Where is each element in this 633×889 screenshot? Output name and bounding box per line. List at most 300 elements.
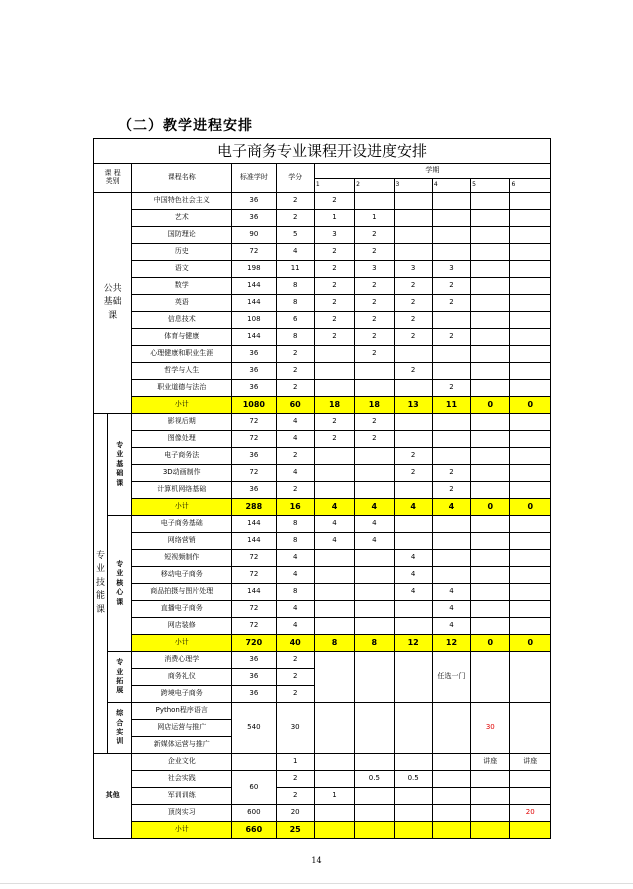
semester-5-cell xyxy=(471,516,510,533)
course-credits: 2 xyxy=(276,193,314,210)
header-semester: 学期 xyxy=(314,164,550,179)
semester-6-cell xyxy=(510,550,551,567)
course-name: 艺术 xyxy=(132,210,232,227)
semester-4-cell xyxy=(432,227,470,244)
semester-5-cell xyxy=(471,465,510,482)
table-row xyxy=(94,448,551,465)
course-credits: 2 xyxy=(276,482,314,499)
course-name: 跨境电子商务 xyxy=(132,686,232,703)
table-row xyxy=(94,771,551,788)
table-row xyxy=(94,754,551,771)
semester-5-cell xyxy=(471,329,510,346)
semester-1-cell xyxy=(314,771,354,788)
semester-3-cell xyxy=(394,822,432,839)
semester-2-cell xyxy=(355,363,394,380)
semester-5-cell: 0 xyxy=(471,499,510,516)
semester-2-cell xyxy=(355,754,394,771)
table-row xyxy=(94,346,551,363)
course-credits: 8 xyxy=(276,516,314,533)
subtotal-hours: 288 xyxy=(232,499,276,516)
course-hours: 36 xyxy=(232,363,276,380)
semester-1-cell: 4 xyxy=(314,516,354,533)
semester-6-cell xyxy=(510,703,551,754)
course-credits: 2 xyxy=(276,346,314,363)
header-semester-2: 2 xyxy=(355,179,394,193)
table-row xyxy=(94,652,551,669)
category-professional-skills: 专业 技能 课 xyxy=(94,414,108,754)
semester-2-cell: 2 xyxy=(355,329,394,346)
semester-3-cell xyxy=(394,346,432,363)
course-name: 企业文化 xyxy=(132,754,232,771)
course-hours: 72 xyxy=(232,244,276,261)
semester-6-cell xyxy=(510,193,551,210)
course-hours: 144 xyxy=(232,295,276,312)
semester-4-cell: 2 xyxy=(432,278,470,295)
course-schedule-table xyxy=(93,138,551,834)
subtotal-credits: 60 xyxy=(276,397,314,414)
semester-3-cell xyxy=(394,431,432,448)
course-credits: 2 xyxy=(276,788,314,805)
course-name: 中国特色社会主义 xyxy=(132,193,232,210)
semester-1-cell: 2 xyxy=(314,244,354,261)
table-row xyxy=(94,139,551,164)
semester-5-cell xyxy=(471,346,510,363)
semester-3-cell: 2 xyxy=(394,329,432,346)
semester-2-cell xyxy=(355,482,394,499)
semester-2-cell xyxy=(355,550,394,567)
table-row xyxy=(94,805,551,822)
semester-1-cell xyxy=(314,703,354,754)
course-name: 网络营销 xyxy=(132,533,232,550)
semester-5-cell xyxy=(471,431,510,448)
course-hours: 144 xyxy=(232,533,276,550)
semester-5-cell xyxy=(471,261,510,278)
semester-6-cell: 0 xyxy=(510,499,551,516)
semester-3-cell xyxy=(394,652,432,703)
semester-4-cell xyxy=(432,567,470,584)
semester-2-cell xyxy=(355,788,394,805)
semester-4-cell xyxy=(432,516,470,533)
header-standard-hours: 标准学时 xyxy=(232,164,276,193)
semester-3-cell xyxy=(394,193,432,210)
course-hours: 198 xyxy=(232,261,276,278)
semester-6-cell xyxy=(510,363,551,380)
elective-note: 任选一门 xyxy=(432,652,470,703)
course-hours: 72 xyxy=(232,567,276,584)
semester-3-cell xyxy=(394,805,432,822)
semester-3-cell: 3 xyxy=(394,261,432,278)
semester-5-cell xyxy=(471,210,510,227)
semester-3-cell: 4 xyxy=(394,499,432,516)
semester-2-cell: 2 xyxy=(355,431,394,448)
semester-6-cell: 20 xyxy=(510,805,551,822)
course-credits: 8 xyxy=(276,584,314,601)
semester-1-cell xyxy=(314,448,354,465)
course-credits: 4 xyxy=(276,244,314,261)
semester-2-cell xyxy=(355,601,394,618)
course-credits: 2 xyxy=(276,363,314,380)
semester-1-cell xyxy=(314,601,354,618)
course-credits: 8 xyxy=(276,278,314,295)
semester-6-cell xyxy=(510,431,551,448)
course-credits: 5 xyxy=(276,227,314,244)
header-semester-5: 5 xyxy=(471,179,510,193)
semester-6-cell xyxy=(510,516,551,533)
semester-3-cell xyxy=(394,754,432,771)
course-name: 图像处理 xyxy=(132,431,232,448)
semester-4-cell xyxy=(432,533,470,550)
semester-4-cell xyxy=(432,822,470,839)
semester-6-cell xyxy=(510,346,551,363)
semester-6-cell xyxy=(510,618,551,635)
course-name: 3D动画制作 xyxy=(132,465,232,482)
course-hours: 36 xyxy=(232,669,276,686)
course-hours: 60 xyxy=(232,771,276,805)
semester-6-cell xyxy=(510,822,551,839)
subtotal-row xyxy=(94,635,551,652)
course-name: 英语 xyxy=(132,295,232,312)
semester-1-cell xyxy=(314,567,354,584)
subtotal-credits: 25 xyxy=(276,822,314,839)
semester-5-cell: 0 xyxy=(471,397,510,414)
semester-1-cell: 2 xyxy=(314,278,354,295)
subcategory-comprehensive-practice: 综 合 实 训 xyxy=(108,703,132,754)
header-course-name: 课程名称 xyxy=(132,164,232,193)
semester-2-cell: 2 xyxy=(355,227,394,244)
semester-3-cell: 0.5 xyxy=(394,771,432,788)
semester-1-cell xyxy=(314,346,354,363)
semester-1-cell: 18 xyxy=(314,397,354,414)
course-hours: 36 xyxy=(232,652,276,669)
semester-6-cell xyxy=(510,601,551,618)
semester-1-cell: 4 xyxy=(314,499,354,516)
semester-1-cell: 2 xyxy=(314,431,354,448)
course-credits: 4 xyxy=(276,465,314,482)
semester-6-cell xyxy=(510,380,551,397)
course-name: 体育与健康 xyxy=(132,329,232,346)
semester-4-cell: 12 xyxy=(432,635,470,652)
semester-3-cell: 12 xyxy=(394,635,432,652)
semester-4-cell xyxy=(432,754,470,771)
subtotal-label: 小计 xyxy=(132,822,232,839)
table-row xyxy=(94,312,551,329)
semester-3-cell: 2 xyxy=(394,448,432,465)
semester-2-cell xyxy=(355,703,394,754)
header-category: 课 程 类别 xyxy=(94,164,132,193)
semester-5-cell xyxy=(471,533,510,550)
course-hours: 36 xyxy=(232,686,276,703)
semester-4-cell: 2 xyxy=(432,329,470,346)
semester-3-cell xyxy=(394,414,432,431)
semester-1-cell: 1 xyxy=(314,210,354,227)
semester-1-cell xyxy=(314,465,354,482)
table-row xyxy=(94,380,551,397)
semester-5-cell xyxy=(471,448,510,465)
semester-3-cell xyxy=(394,533,432,550)
table-row xyxy=(94,414,551,431)
semester-3-cell xyxy=(394,516,432,533)
semester-4-cell xyxy=(432,210,470,227)
subtotal-credits: 16 xyxy=(276,499,314,516)
semester-5-cell xyxy=(471,822,510,839)
semester-6-cell xyxy=(510,312,551,329)
table-row xyxy=(94,363,551,380)
semester-5-cell xyxy=(471,584,510,601)
course-name: 网店运营与推广 xyxy=(132,720,232,737)
semester-2-cell xyxy=(355,465,394,482)
semester-1-cell xyxy=(314,550,354,567)
table-row xyxy=(94,227,551,244)
course-name: 语文 xyxy=(132,261,232,278)
semester-6-cell xyxy=(510,210,551,227)
course-name: 信息技术 xyxy=(132,312,232,329)
course-credits: 11 xyxy=(276,261,314,278)
semester-4-cell xyxy=(432,771,470,788)
table-row xyxy=(94,550,551,567)
semester-1-cell xyxy=(314,363,354,380)
semester-2-cell xyxy=(355,193,394,210)
subtotal-row xyxy=(94,822,551,839)
semester-4-cell: 3 xyxy=(432,261,470,278)
course-name: 短视频制作 xyxy=(132,550,232,567)
semester-1-cell xyxy=(314,584,354,601)
semester-5-cell xyxy=(471,805,510,822)
semester-5-cell xyxy=(471,601,510,618)
course-name: 计算机网络基础 xyxy=(132,482,232,499)
page-bottom-divider xyxy=(0,883,633,884)
semester-1-cell xyxy=(314,805,354,822)
semester-3-cell xyxy=(394,601,432,618)
course-name: Python程序语言 xyxy=(132,703,232,720)
course-credits: 2 xyxy=(276,448,314,465)
course-name: 商务礼仪 xyxy=(132,669,232,686)
course-hours xyxy=(232,754,276,771)
semester-6-cell xyxy=(510,244,551,261)
semester-1-cell: 8 xyxy=(314,635,354,652)
semester-5-cell xyxy=(471,550,510,567)
semester-6-cell xyxy=(510,227,551,244)
course-credits: 30 xyxy=(276,703,314,754)
semester-2-cell: 4 xyxy=(355,533,394,550)
course-hours: 72 xyxy=(232,550,276,567)
course-hours: 36 xyxy=(232,210,276,227)
semester-2-cell: 2 xyxy=(355,414,394,431)
semester-3-cell xyxy=(394,227,432,244)
subtotal-hours: 1080 xyxy=(232,397,276,414)
course-hours: 144 xyxy=(232,278,276,295)
semester-4-cell xyxy=(432,312,470,329)
semester-3-cell xyxy=(394,380,432,397)
semester-5-cell xyxy=(471,244,510,261)
course-name: 心理健康和职业生涯 xyxy=(132,346,232,363)
semester-1-cell: 4 xyxy=(314,533,354,550)
table-row xyxy=(94,244,551,261)
semester-4-cell: 2 xyxy=(432,380,470,397)
semester-6-cell xyxy=(510,482,551,499)
semester-5-cell: 30 xyxy=(471,703,510,754)
semester-6-cell xyxy=(510,584,551,601)
semester-1-cell: 2 xyxy=(314,414,354,431)
semester-1-cell: 2 xyxy=(314,193,354,210)
semester-2-cell: 1 xyxy=(355,210,394,227)
semester-5-cell xyxy=(471,652,510,703)
course-credits: 1 xyxy=(276,754,314,771)
semester-2-cell xyxy=(355,584,394,601)
table-row xyxy=(94,601,551,618)
course-name: 电子商务法 xyxy=(132,448,232,465)
subtotal-label: 小计 xyxy=(132,397,232,414)
subtotal-row xyxy=(94,397,551,414)
course-hours: 540 xyxy=(232,703,276,754)
semester-4-cell: 4 xyxy=(432,584,470,601)
semester-4-cell xyxy=(432,788,470,805)
semester-2-cell: 4 xyxy=(355,499,394,516)
semester-2-cell: 8 xyxy=(355,635,394,652)
semester-6-cell xyxy=(510,414,551,431)
table-row xyxy=(94,516,551,533)
table-row xyxy=(94,703,551,720)
course-credits: 8 xyxy=(276,533,314,550)
course-name: 影视后期 xyxy=(132,414,232,431)
semester-6-cell xyxy=(510,788,551,805)
header-semester-6: 6 xyxy=(510,179,551,193)
semester-2-cell: 4 xyxy=(355,516,394,533)
table-row xyxy=(94,567,551,584)
semester-2-cell: 18 xyxy=(355,397,394,414)
header-semester-4: 4 xyxy=(432,179,470,193)
semester-4-cell xyxy=(432,244,470,261)
course-name: 军训训练 xyxy=(132,788,232,805)
semester-5-cell xyxy=(471,380,510,397)
table-row xyxy=(94,482,551,499)
semester-5-cell: 讲座 xyxy=(471,754,510,771)
semester-4-cell: 4 xyxy=(432,601,470,618)
course-hours: 600 xyxy=(232,805,276,822)
semester-1-cell: 3 xyxy=(314,227,354,244)
table-row xyxy=(94,618,551,635)
semester-1-cell xyxy=(314,754,354,771)
course-credits: 4 xyxy=(276,567,314,584)
semester-5-cell: 0 xyxy=(471,635,510,652)
semester-1-cell: 2 xyxy=(314,329,354,346)
course-credits: 2 xyxy=(276,380,314,397)
page-number: 14 xyxy=(311,856,322,865)
semester-3-cell xyxy=(394,210,432,227)
semester-5-cell xyxy=(471,771,510,788)
course-name: 商品拍摄与图片处理 xyxy=(132,584,232,601)
semester-5-cell xyxy=(471,295,510,312)
course-name: 顶岗实习 xyxy=(132,805,232,822)
course-name: 哲学与人生 xyxy=(132,363,232,380)
course-credits: 2 xyxy=(276,210,314,227)
semester-6-cell xyxy=(510,261,551,278)
table-row xyxy=(94,465,551,482)
subcategory-professional-core: 专 业 核 心 课 xyxy=(108,516,132,652)
semester-5-cell xyxy=(471,618,510,635)
semester-4-cell xyxy=(432,703,470,754)
course-credits: 2 xyxy=(276,771,314,788)
course-hours: 36 xyxy=(232,380,276,397)
course-hours: 144 xyxy=(232,329,276,346)
semester-5-cell xyxy=(471,312,510,329)
semester-2-cell: 2 xyxy=(355,244,394,261)
semester-4-cell xyxy=(432,346,470,363)
table-row xyxy=(94,295,551,312)
course-hours: 144 xyxy=(232,584,276,601)
semester-2-cell: 3 xyxy=(355,261,394,278)
semester-4-cell xyxy=(432,805,470,822)
table-row xyxy=(94,210,551,227)
table-row xyxy=(94,329,551,346)
course-name: 职业道德与法治 xyxy=(132,380,232,397)
semester-2-cell: 2 xyxy=(355,346,394,363)
semester-6-cell xyxy=(510,448,551,465)
table-row xyxy=(94,261,551,278)
semester-3-cell xyxy=(394,703,432,754)
semester-4-cell xyxy=(432,363,470,380)
semester-6-cell xyxy=(510,278,551,295)
semester-4-cell: 2 xyxy=(432,482,470,499)
course-hours: 72 xyxy=(232,465,276,482)
course-name: 历史 xyxy=(132,244,232,261)
semester-3-cell xyxy=(394,788,432,805)
semester-4-cell xyxy=(432,448,470,465)
semester-3-cell: 13 xyxy=(394,397,432,414)
course-name: 社会实践 xyxy=(132,771,232,788)
subtotal-credits: 40 xyxy=(276,635,314,652)
semester-2-cell: 2 xyxy=(355,278,394,295)
course-credits: 8 xyxy=(276,329,314,346)
semester-2-cell: 0.5 xyxy=(355,771,394,788)
course-hours: 72 xyxy=(232,618,276,635)
semester-1-cell: 2 xyxy=(314,295,354,312)
course-hours: 108 xyxy=(232,312,276,329)
semester-4-cell xyxy=(432,431,470,448)
semester-3-cell xyxy=(394,482,432,499)
semester-2-cell xyxy=(355,567,394,584)
table-row xyxy=(94,278,551,295)
course-hours: 90 xyxy=(232,227,276,244)
course-hours: 72 xyxy=(232,601,276,618)
semester-4-cell: 2 xyxy=(432,295,470,312)
semester-4-cell: 4 xyxy=(432,499,470,516)
table-row xyxy=(94,193,551,210)
semester-3-cell xyxy=(394,618,432,635)
semester-5-cell xyxy=(471,227,510,244)
semester-5-cell xyxy=(471,193,510,210)
semester-1-cell xyxy=(314,822,354,839)
semester-5-cell xyxy=(471,482,510,499)
course-credits: 6 xyxy=(276,312,314,329)
course-credits: 4 xyxy=(276,618,314,635)
course-credits: 4 xyxy=(276,414,314,431)
semester-2-cell xyxy=(355,805,394,822)
semester-6-cell: 讲座 xyxy=(510,754,551,771)
header-credits: 学分 xyxy=(276,164,314,193)
header-semester-1: 1 xyxy=(314,179,354,193)
subtotal-label: 小计 xyxy=(132,635,232,652)
semester-6-cell xyxy=(510,295,551,312)
semester-3-cell: 2 xyxy=(394,278,432,295)
semester-2-cell xyxy=(355,380,394,397)
semester-3-cell: 2 xyxy=(394,363,432,380)
semester-1-cell: 1 xyxy=(314,788,354,805)
semester-1-cell xyxy=(314,482,354,499)
course-credits: 2 xyxy=(276,686,314,703)
semester-6-cell: 0 xyxy=(510,635,551,652)
subtotal-label: 小计 xyxy=(132,499,232,516)
course-name: 消费心理学 xyxy=(132,652,232,669)
